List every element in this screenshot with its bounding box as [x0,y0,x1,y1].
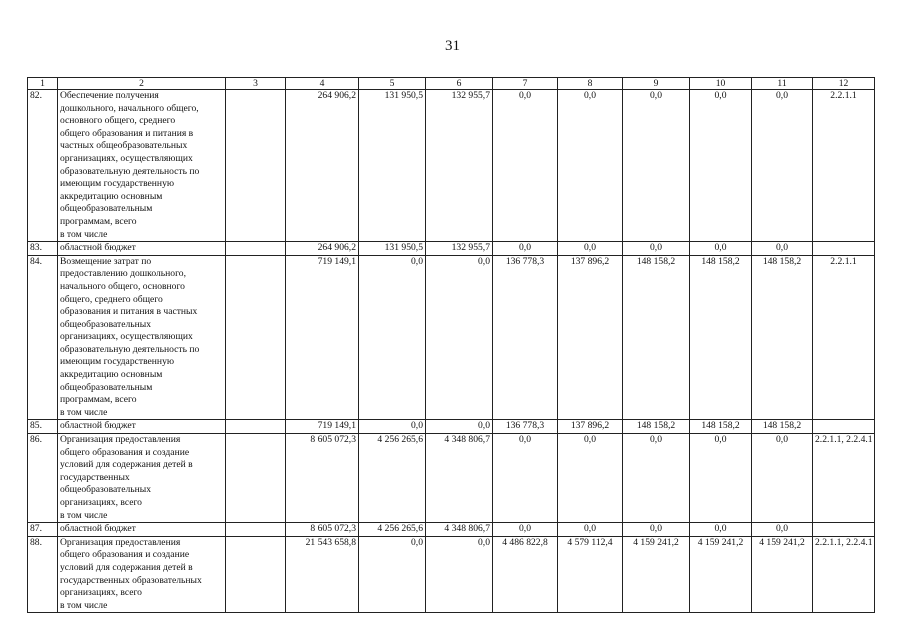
amount-cell: 0,0 [426,536,493,613]
row-description [58,242,226,256]
table-row [28,536,875,613]
description-line: в том числе [60,406,108,418]
description-line: общеобразовательным [60,381,153,393]
column-header: 8 [558,78,623,90]
table-row [28,420,875,434]
column-header: 12 [813,78,875,90]
activity-code: 2.2.1.1 [813,90,875,242]
table-row [28,90,875,242]
amount-cell: 132 955,7 [426,90,493,242]
page-number: 31 [445,38,460,54]
column-header: 11 [752,78,813,90]
row-number: 84. [28,255,58,420]
description-line: программам, всего [60,394,137,406]
amount-cell: 0,0 [359,255,426,420]
amount-cell: 0,0 [426,255,493,420]
description-line: аккредитацию основным [60,369,163,381]
amount-cell: 4 486 822,8 [493,536,558,613]
row-description [58,90,226,242]
amount-cell: 264 906,2 [286,90,359,242]
description-line: основного общего, среднего [60,115,176,127]
column-3-value [226,523,286,537]
description-line: Организация предоставления [60,536,181,548]
description-line: Обеспечение получения [60,90,159,101]
description-line: организациях, всего [60,497,142,508]
amount-cell: 0,0 [359,420,426,434]
amount-cell: 719 149,1 [286,420,359,434]
column-header: 3 [226,78,286,90]
description-line: государственных образовательных [60,574,202,586]
amount-cell: 0,0 [623,90,690,242]
column-header: 7 [493,78,558,90]
amount-cell: 0,0 [690,523,752,537]
description-line: общеобразовательных [60,484,151,496]
amount-cell: 21 543 658,8 [286,536,359,613]
amount-cell: 4 159 241,2 [623,536,690,613]
amount-cell: 0,0 [623,434,690,523]
description-line: частных общеобразовательных [60,140,188,152]
amount-cell: 0,0 [493,434,558,523]
amount-cell: 0,0 [558,523,623,537]
budget-table [27,77,875,613]
amount-cell: 0,0 [752,90,813,242]
amount-cell: 136 778,3 [493,255,558,420]
row-description [58,420,226,434]
row-description [58,523,226,537]
amount-cell: 0,0 [690,90,752,242]
amount-cell: 0,0 [493,242,558,256]
description-line: программам, всего [60,215,137,227]
column-header: 6 [426,78,493,90]
description-line: областной бюджет [60,242,136,254]
description-line: образовательную деятельность по [60,165,200,177]
column-3-value [226,536,286,613]
description-line: общего образования и создание [60,446,190,458]
column-header: 9 [623,78,690,90]
amount-cell: 0,0 [558,242,623,256]
row-description [58,434,226,523]
amount-cell: 0,0 [558,434,623,523]
amount-cell: 0,0 [752,523,813,537]
column-header: 5 [359,78,426,90]
amount-cell: 4 579 112,4 [558,536,623,613]
amount-cell: 137 896,2 [558,420,623,434]
description-line: имеющим государственную [60,178,175,190]
amount-cell: 148 158,2 [752,255,813,420]
amount-cell: 0,0 [359,536,426,613]
description-line: областной бюджет [60,523,136,535]
column-3-value [226,420,286,434]
table-row [28,434,875,523]
description-line: общего, среднего общего [60,293,163,305]
amount-cell: 0,0 [752,242,813,256]
amount-cell: 4 256 265,6 [359,434,426,523]
description-line: организациях, осуществляющих [60,331,193,343]
description-line: Организация предоставления [60,434,181,446]
amount-cell: 0,0 [690,434,752,523]
amount-cell: 131 950,5 [359,242,426,256]
description-line: Возмещение затрат по [60,255,152,267]
column-3-value [226,255,286,420]
column-header: 2 [58,78,226,90]
description-line: дошкольного, начального общего, [60,102,199,114]
description-line: организациях, осуществляющих [60,152,193,164]
amount-cell: 0,0 [752,434,813,523]
description-line: имеющим государственную [60,356,175,368]
row-number: 85. [28,420,58,434]
amount-cell: 148 158,2 [690,255,752,420]
table-row [28,242,875,256]
row-number: 88. [28,536,58,613]
description-line: образования и питания в частных [60,306,198,318]
row-number: 87. [28,523,58,537]
amount-cell: 0,0 [493,90,558,242]
description-line: в том числе [60,509,108,521]
column-3-value [226,242,286,256]
description-line: начального общего, основного [60,280,185,292]
column-3-value [226,90,286,242]
amount-cell: 264 906,2 [286,242,359,256]
amount-cell: 4 256 265,6 [359,523,426,537]
table-body [28,90,875,613]
amount-cell: 0,0 [493,523,558,537]
activity-code: 2.2.1.1, 2.2.4.1 [813,536,875,613]
amount-cell: 719 149,1 [286,255,359,420]
row-number: 82. [28,90,58,242]
amount-cell: 4 348 806,7 [426,523,493,537]
column-header: 4 [286,78,359,90]
description-line: предоставлению дошкольного, [60,268,186,280]
amount-cell: 4 159 241,2 [690,536,752,613]
amount-cell: 148 158,2 [752,420,813,434]
activity-code [813,523,875,537]
activity-code [813,242,875,256]
description-line: в том числе [60,228,108,240]
amount-cell: 148 158,2 [623,255,690,420]
activity-code: 2.2.1.1 [813,255,875,420]
table-row [28,255,875,420]
amount-cell: 0,0 [558,90,623,242]
amount-cell: 0,0 [690,242,752,256]
row-description [58,255,226,420]
description-line: общего образования и питания в [60,127,194,139]
description-line: условий для содержания детей в [60,459,193,471]
amount-cell: 0,0 [426,420,493,434]
row-number: 86. [28,434,58,523]
description-line: общего образования и создание [60,549,190,561]
amount-cell: 131 950,5 [359,90,426,242]
description-line: условий для содержания детей в [60,561,193,573]
amount-cell: 8 605 072,3 [286,434,359,523]
amount-cell: 136 778,3 [493,420,558,434]
description-line: аккредитацию основным [60,190,163,202]
amount-cell: 132 955,7 [426,242,493,256]
description-line: организациях, всего [60,587,142,599]
column-header: 10 [690,78,752,90]
column-header: 1 [28,78,58,90]
amount-cell: 137 896,2 [558,255,623,420]
column-3-value [226,434,286,523]
amount-cell: 4 159 241,2 [752,536,813,613]
description-line: общеобразовательных [60,318,151,330]
amount-cell: 148 158,2 [623,420,690,434]
table-row [28,523,875,537]
description-line: в том числе [60,599,108,611]
activity-code: 2.2.1.1, 2.2.4.1 [813,434,875,523]
amount-cell: 0,0 [623,242,690,256]
description-line: государственных [60,471,130,483]
amount-cell: 4 348 806,7 [426,434,493,523]
amount-cell: 8 605 072,3 [286,523,359,537]
amount-cell: 148 158,2 [690,420,752,434]
description-line: областной бюджет [60,420,136,432]
amount-cell: 0,0 [623,523,690,537]
description-line: общеобразовательным [60,203,153,215]
description-line: образовательную деятельность по [60,343,200,355]
row-description [58,536,226,613]
column-number-row [28,78,875,90]
activity-code [813,420,875,434]
row-number: 83. [28,242,58,256]
